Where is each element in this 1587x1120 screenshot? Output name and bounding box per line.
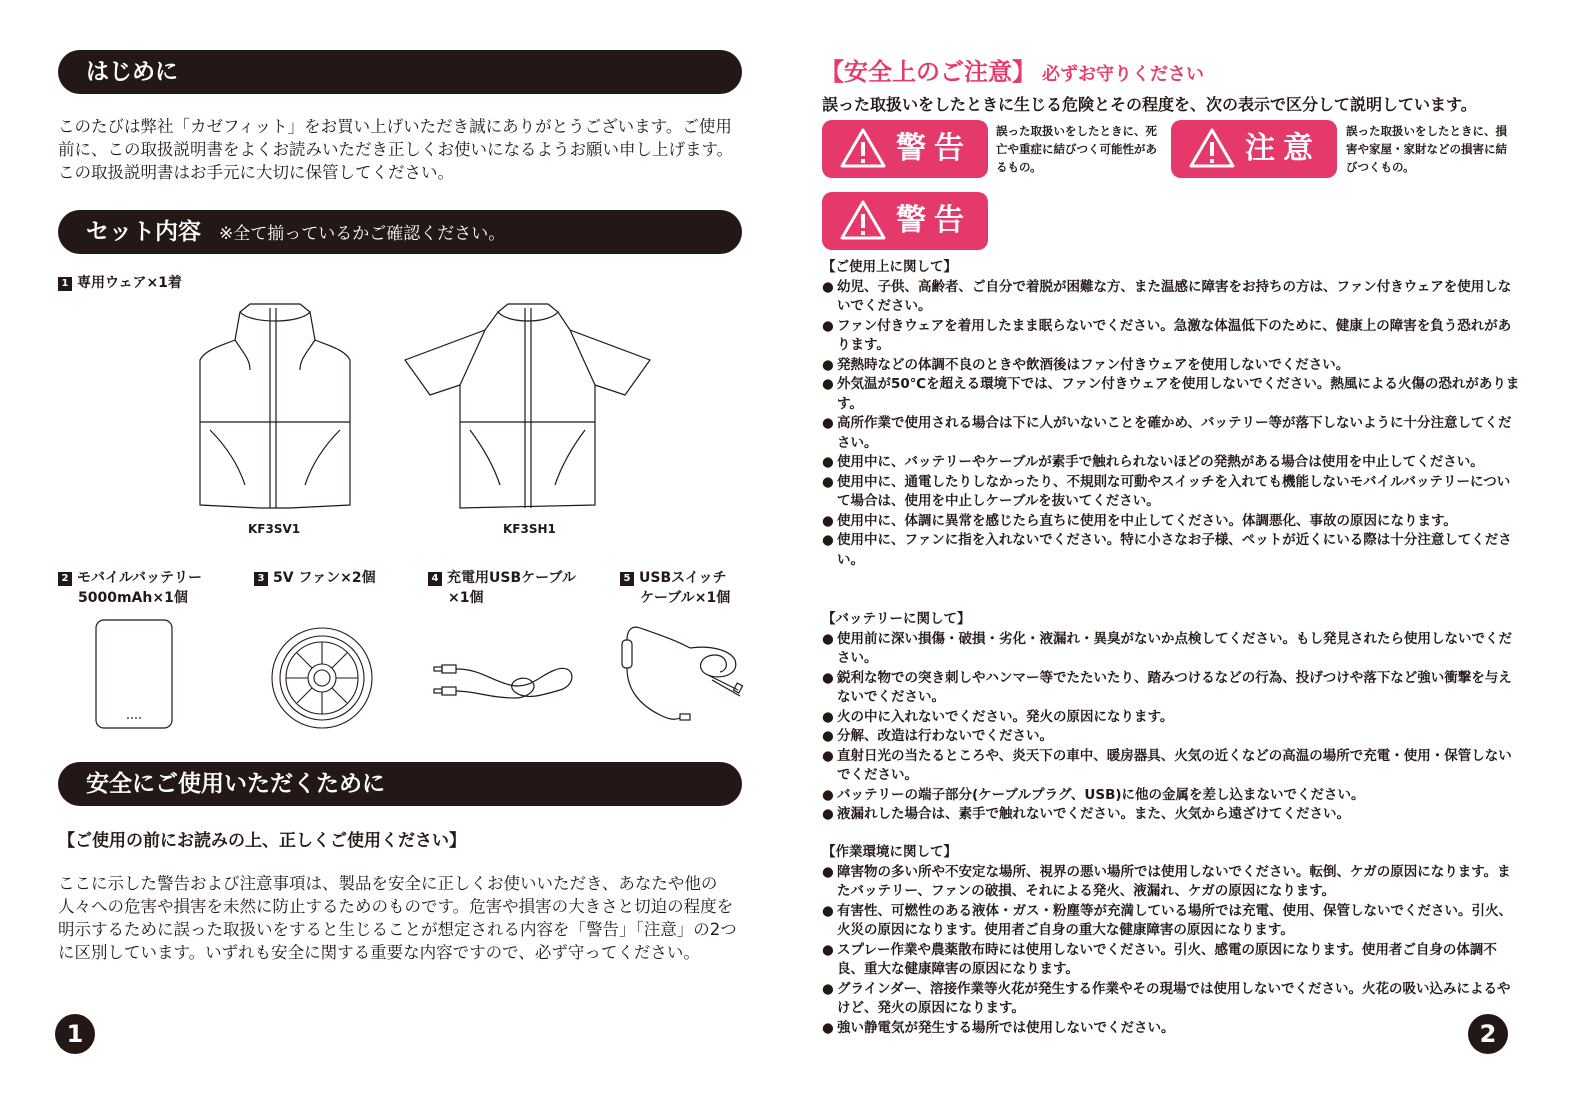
list-item: ● 外気温が50℃を超える環境下では、ファン付きウェアを使用しないでください。熱風による火傷の恐れがあります。 <box>822 375 1522 414</box>
list-item: ● 使用中に、通電したりしなかったり、不規則な可動やスイッチを入れても機能しないモバイルバッテリーについて場合は、使用を中止しケーブルを抜いてください。 <box>822 473 1522 512</box>
model-label-vest: KF3SV1 <box>248 522 301 536</box>
list-item: ● 使用中に、バッテリーやケーブルが素手で触れられないほどの発熱がある場合は使用を中止してください。 <box>822 453 1522 473</box>
item-2-text: モバイルバッテリー <box>77 570 203 586</box>
list-item: ● 幼児、子供、高齢者、ご自分で着脱が困難な方、また温感に障害をお持ちの方は、ファン付きウェアを使用しないでください。 <box>822 278 1522 317</box>
right-page <box>810 0 1587 1120</box>
list-item: ● 分解、改造は行わないでください。 <box>822 727 1522 747</box>
caution-description: 誤った取扱いをしたときに、損害や家屋・家財などの損害に結びつくもの。 <box>1346 124 1507 174</box>
item-3-number: 3 <box>254 572 268 586</box>
list-item: ● 火の中に入れないでください。発火の原因になります。 <box>822 708 1522 728</box>
safety-text: ここに示した警告および注意事項は、製品を安全に正しくお使いいただき、あなたや他の人々への危害や損害を未然に防止するためのものです。危害や損害の大きさと切迫の程度を明示するために誤った取扱いをすると生じることが想定される内容を「警告」「注意」の2つに区別しています。いずれも安全に関する重要な内容ですので、必ず守ってください。 <box>58 874 737 962</box>
page-number-1: 1 <box>55 1014 95 1054</box>
left-page <box>0 0 790 1120</box>
list-item: ● バッテリーの端子部分(ケーブルプラグ、USB)に他の金属を差し込まないでください。 <box>822 786 1522 806</box>
list-item: ● 鋭利な物での突き刺しやハンマー等でたたいたり、踏みつけるなどの行為、投げつけや落下など強い衝撃を与えないでください。 <box>822 669 1522 708</box>
list-item: ● 使用中に、体調に異常を感じたら直ちに使用を中止してください。体調悪化、事故の原因になります。 <box>822 512 1522 532</box>
section-warning-triangle-icon <box>840 199 886 241</box>
list-item: ● ファン付きウェアを着用したまま眠らないでください。急激な体温低下のために、健康上の障害を負う恐れがあります。 <box>822 317 1522 356</box>
intro-heading-bar <box>58 50 742 94</box>
item-2-text2: 5000mAh×1個 <box>78 590 188 606</box>
fan-illustration <box>268 625 376 731</box>
list-item: ● 直射日光の当たるところや、炎天下の車中、暖房器具、火気の近くなどの高温の場所で充電・使用・保管しないでください。 <box>822 747 1522 786</box>
list-item: ● 使用中に、ファンに指を入れないでください。特に小さなお子様、ペットが近くにいる際は十分注意してください。 <box>822 531 1522 570</box>
section-warning-badge <box>822 192 988 250</box>
model-label-jacket: KF3SH1 <box>503 522 556 536</box>
list-item: ● 高所作業で使用される場合は下に人がいないことを確かめ、バッテリー等が落下しないように十分注意してください。 <box>822 414 1522 453</box>
usb-cable-illustration <box>430 650 580 710</box>
page-number-2: 2 <box>1468 1014 1508 1054</box>
contents-note: ※全て揃っているかご確認ください。 <box>219 224 506 244</box>
safety-title-main: 【安全上のご注意】 <box>820 58 1036 86</box>
contents-heading: セット内容 <box>86 219 201 245</box>
intro-text: このたびは弊社「カゼフィット」をお買い上げいただき誠にありがとうございます。ご使用前に、この取扱説明書をよくお読みいただき正しくお使いになるようお願い申し上げます。この取扱説明書はお手元に大切に保管してください。 <box>58 117 734 182</box>
section-environment <box>822 843 1522 1038</box>
item-4-number: 4 <box>428 572 442 586</box>
caution-triangle-icon <box>1189 127 1235 169</box>
section-battery <box>822 610 1522 825</box>
intro-heading: はじめに <box>86 59 178 85</box>
item-2-label <box>58 568 202 608</box>
list-item: ● 障害物の多い所や不安定な場所、視界の悪い場所では使用しないでください。転倒、ケガの原因になります。またバッテリー、ファンの破損、それによる発火、液漏れ、ケガの原因になります。 <box>822 863 1522 902</box>
item-1-label <box>58 273 182 293</box>
warning-badge <box>822 120 988 178</box>
list-item: ● 有害性、可燃性のある液体・ガス・粉塵等が充満している場所では充電、使用、保管しないでください。引火、火災の原因になります。使用者ご自身の重大な健康障害の原因になります。 <box>822 902 1522 941</box>
safety-subheading: 【ご使用の前にお読みの上、正しくご使用ください】 <box>58 831 466 851</box>
caution-label: 注意 <box>1245 131 1321 166</box>
section-warning-label: 警告 <box>896 203 972 238</box>
warning-triangle-icon <box>840 127 886 169</box>
safety-title-sub: 必ずお守りください <box>1042 64 1204 85</box>
section-usage <box>822 258 1522 570</box>
section-usage-heading: 【ご使用上に関して】 <box>822 259 957 275</box>
jacket-illustration <box>400 300 655 512</box>
list-item: ● グラインダー、溶接作業等火花が発生する作業やその現場では使用しないでください。火花の吸い込みによるやけど、発火の原因になります。 <box>822 980 1522 1019</box>
item-5-label <box>620 568 730 608</box>
safety-intro: 誤った取扱いをしたときに生じる危険とその程度を、次の表示で区分して説明しています。 <box>822 95 1477 114</box>
list-item: ● 使用前に深い損傷・破損・劣化・液漏れ・異臭がないか点検してください。もし発見されたら使用しないでください。 <box>822 630 1522 669</box>
item-3-text: 5V ファン×2個 <box>273 570 376 586</box>
item-5-text2: ケーブル×1個 <box>640 590 731 606</box>
item-2-number: 2 <box>58 572 72 586</box>
safety-title <box>820 52 1204 87</box>
caution-badge <box>1171 120 1337 178</box>
section-environment-heading: 【作業環境に関して】 <box>822 844 957 860</box>
safety-heading: 安全にご使用いただくために <box>86 771 385 797</box>
item-4-text: 充電用USBケーブル <box>447 570 576 586</box>
contents-heading-bar <box>58 210 742 254</box>
list-item: ● 液漏れした場合は、素手で触れないでください。また、火気から遠ざけてください。 <box>822 805 1522 825</box>
list-item: ● スプレー作業や農薬散布時には使用しないでください。引火、感電の原因になります。使用者ご自身の体調不良、重大な健康障害の原因になります。 <box>822 941 1522 980</box>
item-4-label <box>428 568 576 608</box>
list-item: ● 強い静電気が発生する場所では使用しないでください。 <box>822 1019 1522 1039</box>
section-battery-heading: 【バッテリーに関して】 <box>822 611 971 627</box>
item-5-text: USBスイッチ <box>639 570 727 586</box>
vest-illustration <box>190 300 360 512</box>
safety-heading-bar <box>58 762 742 806</box>
warning-description: 誤った取扱いをしたときに、死亡や重症に結びつく可能性があるもの。 <box>996 124 1157 174</box>
list-item: ● 発熱時などの体調不良のときや飲酒後はファン付きウェアを使用しないでください。 <box>822 356 1522 376</box>
usb-switch-cable-illustration <box>620 620 745 730</box>
item-1-text: 専用ウェア×1着 <box>77 275 182 291</box>
warning-label: 警告 <box>896 131 972 166</box>
item-1-number: 1 <box>58 277 72 291</box>
battery-illustration <box>94 618 176 732</box>
item-3-label <box>254 568 376 588</box>
item-4-text2: ×1個 <box>448 590 484 606</box>
item-5-number: 5 <box>620 572 634 586</box>
